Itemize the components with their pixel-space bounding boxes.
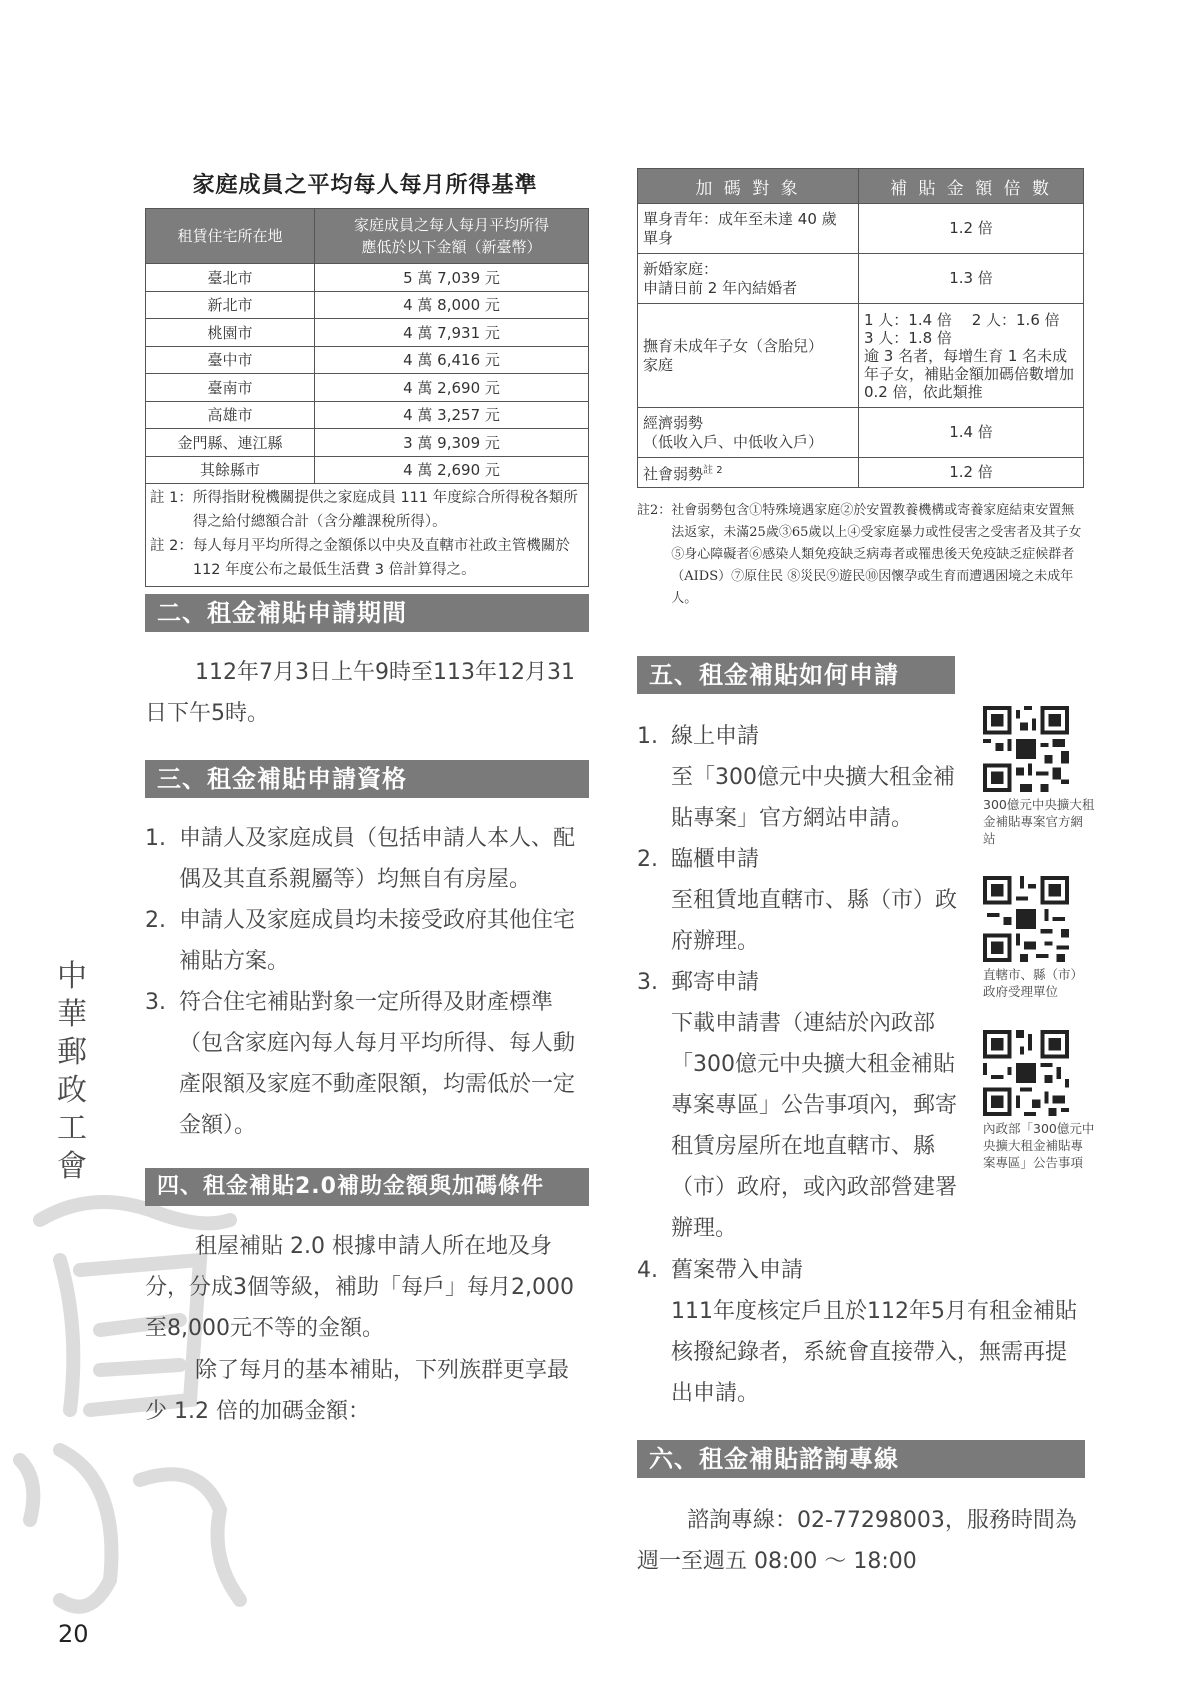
- list-item-text: 申請人及家庭成員均未接受政府其他住宅補貼方案。: [179, 908, 576, 974]
- header-income: [315, 209, 589, 264]
- qr-code-icon[interactable]: [983, 876, 1069, 962]
- list-item-heading: 線上申請: [671, 724, 760, 749]
- list-item-text: 符合住宅補貼對象一定所得及財產標準（包含家庭內每人每月平均所得、每人動產限額及家庭不動產限額，均需低於一定金額）。: [179, 990, 576, 1138]
- list-item: [637, 1250, 1087, 1291]
- header-income-line1: 家庭成員之每人每月平均所得: [353, 216, 549, 234]
- section-2-text: 112年7月3日上午9時至113年12月31日下午5時。: [145, 660, 575, 726]
- list-item-text: 至「300億元中央擴大租金補貼專案」官方網站申請。: [671, 765, 955, 831]
- list-item-number: 1.: [637, 724, 658, 749]
- table-row: [146, 264, 589, 292]
- table-row: [146, 401, 589, 429]
- header-income-line2: 應低於以下金額（新臺幣）: [361, 238, 542, 256]
- sidebar-char: 郵: [57, 1035, 87, 1070]
- qr-caption: 內政部「300億元中央擴大租金補貼專案專區」公告事項: [983, 1121, 1095, 1170]
- list-item-text: 申請人及家庭成員（包括申請人本人、配偶及其直系親屬等）均無自有房屋。: [179, 826, 576, 892]
- section-4-para-1: 租屋補貼 2.0 根據申請人所在地及身分，分成3個等級，補助「每戶」每月2,000至8,000元不等的金額。: [145, 1234, 574, 1341]
- target-line: 新婚家庭：: [643, 259, 719, 278]
- spacer: [637, 1291, 671, 1414]
- section-4-header: 四、租金補貼2.0補助金額與加碼條件: [145, 1168, 589, 1206]
- eligibility-list: [145, 818, 589, 1146]
- amount-cell: 4 萬 7,931 元: [315, 319, 589, 347]
- target-cell: [638, 408, 859, 458]
- city-cell: 臺南市: [146, 374, 315, 402]
- table-header-row: [146, 209, 589, 264]
- list-item-heading: 郵寄申請: [671, 970, 760, 995]
- table-row: [638, 254, 1084, 304]
- section-4-para-2: 除了每月的基本補貼，下列族群更享最少 1.2 倍的加碼金額：: [145, 1358, 570, 1424]
- target-line: 單身: [643, 228, 674, 247]
- list-item-text: 至租賃地直轄市、縣（市）政府辦理。: [671, 888, 958, 954]
- qr-caption: 直轄市、縣（市）政府受理單位: [983, 967, 1084, 999]
- table-row: [146, 346, 589, 374]
- city-cell: 新北市: [146, 291, 315, 319]
- target-line: 單身青年：成年至未達 40 歲: [643, 209, 837, 228]
- table-row: [146, 374, 589, 402]
- apply-method-4-list: [637, 1250, 1087, 1414]
- list-item-text: 下載申請書（連結於內政部「300億元中央擴大租金補貼專案專區」公告事項內，郵寄租賃房屋所在地直轄市、縣（市）政府，或內政部營建署辦理。: [671, 1011, 958, 1241]
- apply-methods: [637, 716, 957, 1249]
- table-row: [638, 304, 1084, 408]
- multiplier-line: 3 人：1.8 倍: [864, 328, 952, 347]
- multiplier-cell: 1.2 倍: [859, 458, 1084, 488]
- income-table-title: 家庭成員之平均每人每月所得基準: [192, 173, 538, 198]
- list-item-heading: 臨櫃申請: [671, 847, 760, 872]
- table-notes: [146, 484, 589, 587]
- list-item: [637, 962, 957, 1003]
- note-2-label: 註 2：: [150, 538, 193, 554]
- sidebar-char: 華: [57, 997, 87, 1032]
- city-cell: 金門縣、連江縣: [146, 429, 315, 457]
- target-line: 社會弱勢: [643, 465, 704, 483]
- page-number: 20: [58, 1620, 89, 1648]
- qr-caption: 300億元中央擴大租金補貼專案官方網站: [983, 797, 1095, 846]
- bonus-table: [637, 168, 1084, 488]
- target-line: 家庭: [643, 355, 674, 374]
- target-cell: [638, 204, 859, 254]
- table-notes-row: [146, 484, 589, 587]
- amount-cell: 4 萬 2,690 元: [315, 456, 589, 484]
- list-item: [637, 757, 957, 839]
- table-row: [146, 319, 589, 347]
- target-cell: [638, 458, 859, 488]
- bonus-footnote-label: 註2：: [637, 503, 672, 518]
- section-3-header: 三、租金補貼申請資格: [145, 760, 589, 798]
- qr-block-3: [983, 1030, 1095, 1171]
- list-item-number: 1.: [145, 826, 166, 851]
- apply-method-4: [637, 1250, 1087, 1414]
- city-cell: 桃園市: [146, 319, 315, 347]
- table-row: [638, 458, 1084, 488]
- section-6-header: 六、租金補貼諮詢專線: [637, 1440, 1085, 1478]
- list-item: [145, 900, 589, 982]
- multiplier-cell: 1.2 倍: [859, 204, 1084, 254]
- section-6-text: 諮詢專線：02-77298003，服務時間為週一至週五 08:00 ～ 18:00: [637, 1508, 1077, 1574]
- spacer: [637, 880, 671, 962]
- header-multiplier: 補 貼 金 額 倍 數: [859, 169, 1084, 204]
- sidebar-char: 工: [57, 1111, 87, 1146]
- footnote-ref: 註 2: [703, 465, 723, 476]
- table-row: [146, 456, 589, 484]
- section-2-header: 二、租金補貼申請期間: [145, 594, 589, 632]
- qr-block-2: [983, 876, 1095, 1000]
- table-row: [146, 291, 589, 319]
- city-cell: 高雄市: [146, 401, 315, 429]
- list-item-text: 111年度核定戶且於112年5月有租金補貼核撥紀錄者，系統會直接帶入，無需再提出申請。: [671, 1299, 1077, 1406]
- target-line: 申請日前 2 年內結婚者: [643, 278, 798, 297]
- amount-cell: 4 萬 6,416 元: [315, 346, 589, 374]
- amount-cell: 5 萬 7,039 元: [315, 264, 589, 292]
- sidebar-char: 會: [57, 1149, 87, 1184]
- bonus-footnote-text: 社會弱勢包含①特殊境遇家庭②於安置教養機構或寄養家庭結束安置無法返家，未滿25歲③65歲以上④受家庭暴力或性侵害之受害者及其子女⑤身心障礙者⑥感染人類免疫缺乏病毒者或罹患後天免疫缺乏症候群者（AIDS）⑦原住民 ⑧災民⑨遊民⑩因懷孕或生育而遭遇困境之未成年人。: [671, 503, 1082, 606]
- list-item-number: 4.: [637, 1258, 658, 1283]
- note-1: [150, 486, 584, 534]
- sidebar-char: 中: [57, 959, 87, 994]
- qr-code-icon[interactable]: [983, 1030, 1069, 1116]
- note-2-text: 每人每月平均所得之金額係以中央及直轄市社政主管機關於 112 年度公布之最低生活費 3 倍計算得之。: [192, 538, 570, 578]
- bonus-footnote: [637, 500, 1084, 610]
- target-cell: [638, 254, 859, 304]
- header-target: 加 碼 對 象: [638, 169, 859, 204]
- target-cell: [638, 304, 859, 408]
- multiplier-line: 1 人：1.4 倍 2 人：1.6 倍: [864, 310, 1060, 329]
- list-item: [637, 1003, 957, 1249]
- spacer: [637, 1003, 671, 1249]
- list-item: [145, 818, 589, 900]
- list-item-heading: 舊案帶入申請: [671, 1258, 804, 1283]
- amount-cell: 4 萬 8,000 元: [315, 291, 589, 319]
- spacer: [637, 757, 671, 839]
- table-row: [638, 408, 1084, 458]
- table-header-row: [638, 169, 1084, 204]
- list-item: [145, 982, 589, 1146]
- city-cell: 臺北市: [146, 264, 315, 292]
- list-item: [637, 1291, 1087, 1414]
- apply-method-3: [637, 962, 957, 1249]
- city-cell: 其餘縣市: [146, 456, 315, 484]
- apply-method-2: [637, 839, 957, 962]
- amount-cell: 4 萬 3,257 元: [315, 401, 589, 429]
- header-location: 租賃住宅所在地: [146, 209, 315, 264]
- list-item: [637, 716, 957, 757]
- list-item-number: 2.: [145, 908, 166, 933]
- target-line: 經濟弱勢: [643, 413, 704, 432]
- target-line: 撫育未成年子女（含胎兒）: [643, 336, 824, 355]
- multiplier-line: 逾 3 名者，每增生育 1 名未成年子女，補貼金額加碼倍數增加 0.2 倍，依此類推: [864, 346, 1075, 401]
- table-row: [146, 429, 589, 457]
- multiplier-cell: 1.4 倍: [859, 408, 1084, 458]
- qr-code-icon[interactable]: [983, 706, 1069, 792]
- list-item-number: 3.: [637, 970, 658, 995]
- note-2: [150, 534, 584, 582]
- apply-method-1: [637, 716, 957, 839]
- city-cell: 臺中市: [146, 346, 315, 374]
- multiplier-cell: 1.3 倍: [859, 254, 1084, 304]
- table-row: [638, 204, 1084, 254]
- list-item: [637, 880, 957, 962]
- sidebar-union-name: [52, 958, 92, 1186]
- amount-cell: 3 萬 9,309 元: [315, 429, 589, 457]
- note-1-text: 所得指財稅機關提供之家庭成員 111 年度綜合所得稅各類所得之給付總額合計（含分離課稅所得）。: [192, 490, 578, 530]
- qr-block-1: [983, 706, 1095, 847]
- note-1-label: 註 1：: [150, 490, 193, 506]
- target-line: （低收入戶、中低收入戶）: [643, 432, 824, 451]
- amount-cell: 4 萬 2,690 元: [315, 374, 589, 402]
- income-table: [145, 208, 589, 587]
- list-item-number: 3.: [145, 990, 166, 1015]
- section-5-header: 五、租金補貼如何申請: [637, 656, 955, 694]
- list-item: [637, 839, 957, 880]
- sidebar-char: 政: [57, 1073, 87, 1108]
- list-item-number: 2.: [637, 847, 658, 872]
- multiplier-cell: [859, 304, 1084, 408]
